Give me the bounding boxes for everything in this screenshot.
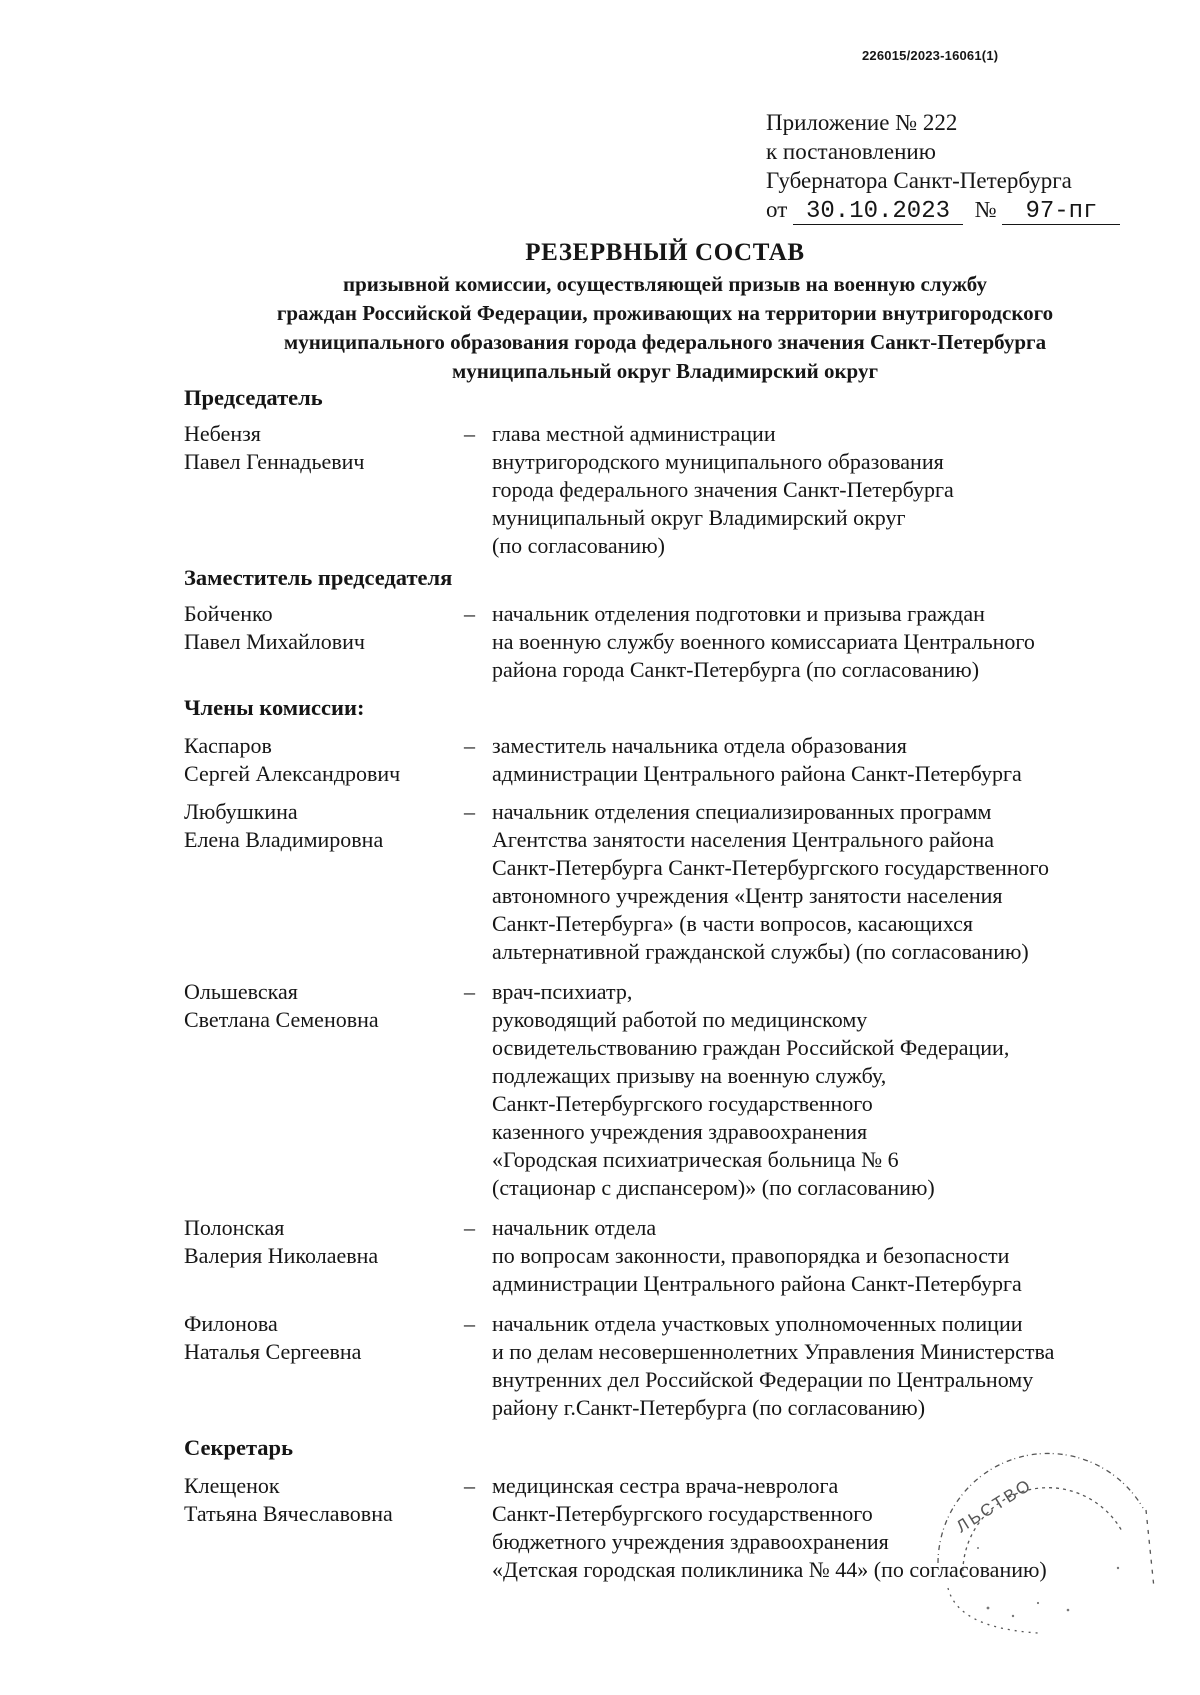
decree-date: 30.10.2023 bbox=[793, 200, 963, 225]
appendix-block bbox=[766, 108, 1120, 225]
section-chairman: Председатель bbox=[184, 385, 323, 410]
member-position: начальник отделения подготовки и призыва граждан на военную службу военного комиссариата Центрального района города Санкт-Петербурга (по согласованию) bbox=[492, 601, 1035, 682]
appendix-date-line bbox=[766, 195, 1120, 225]
member-name bbox=[184, 798, 464, 966]
section-secretary: Секретарь bbox=[184, 1435, 293, 1460]
member-3 bbox=[184, 978, 1134, 1202]
member-given-name: Павел Геннадьевич bbox=[184, 449, 365, 474]
member-name bbox=[184, 600, 464, 684]
appendix-line-1: Приложение № 222 bbox=[766, 110, 958, 135]
heading-line-4: муниципальный округ Владимирский округ bbox=[451, 359, 878, 383]
member-position: заместитель начальника отдела образования администрации Центрального района Санкт-Петербурга bbox=[492, 733, 1022, 786]
member-surname: Клещенок bbox=[184, 1473, 280, 1498]
member-surname: Каспаров bbox=[184, 733, 272, 758]
document-number: 226015/2023-16061(1) bbox=[862, 48, 999, 63]
member-given-name: Валерия Николаевна bbox=[184, 1243, 379, 1268]
member-position: начальник отдела участковых уполномоченных полиции и по делам несовершеннолетних Управления Министерства внутренних дел Российской Федерации по Центральному району г.Санкт-Петербурга (по согласованию) bbox=[492, 1311, 1055, 1420]
member-surname: Бойченко bbox=[184, 601, 273, 626]
commission-list bbox=[184, 384, 1134, 1584]
member-position: начальник отделения специализированных программ Агентства занятости населения Центрального района Санкт-Петербурга Санкт-Петербургского государственного автономного учреждения «Центр занятости населения Санкт-Петербурга» (в части вопросов, касающихся альтернативной гражданской службы) (по согласованию) bbox=[492, 799, 1049, 964]
member-surname: Небензя bbox=[184, 421, 261, 446]
member-deputy bbox=[184, 600, 1134, 684]
member-given-name: Елена Владимировна bbox=[184, 827, 384, 852]
member-surname: Ольшевская bbox=[184, 979, 298, 1004]
from-label: от bbox=[766, 197, 788, 222]
heading-line-2: граждан Российской Федерации, проживающих на территории внутригородского bbox=[276, 301, 1054, 325]
member-1 bbox=[184, 732, 1134, 788]
seal-stamp bbox=[918, 1438, 1168, 1638]
section-members: Члены комиссии: bbox=[184, 695, 365, 720]
document-heading bbox=[150, 238, 1180, 386]
member-name bbox=[184, 1214, 464, 1298]
appendix-line-3: Губернатора Санкт-Петербурга bbox=[766, 168, 1072, 193]
member-surname: Филонова bbox=[184, 1311, 278, 1336]
decree-number: 97-пг bbox=[1002, 200, 1120, 225]
member-position: врач-психиатр, руководящий работой по медицинскому освидетельствованию граждан Российской Федерации, подлежащих призыву на военную службу, Санкт-Петербургского государственного казенного учреждения здравоохранения «Городская психиатрическая больница № 6 (стационар с диспансером)» (по согласованию) bbox=[492, 979, 1010, 1200]
member-name bbox=[184, 420, 464, 560]
dash: – bbox=[464, 799, 475, 824]
dash: – bbox=[464, 1215, 475, 1240]
member-4 bbox=[184, 1214, 1134, 1298]
seal-fragment-text: ЛЬСТВО bbox=[952, 1474, 1036, 1537]
member-name bbox=[184, 978, 464, 1202]
member-surname: Любушкина bbox=[184, 799, 298, 824]
number-label: № bbox=[974, 197, 997, 222]
member-position: начальник отдела по вопросам законности, правопорядка и безопасности администрации Центрального района Санкт-Петербурга bbox=[492, 1215, 1022, 1296]
heading-line-3: муниципального образования города федерального значения Санкт-Петербурга bbox=[283, 330, 1047, 354]
dash: – bbox=[464, 1473, 475, 1498]
member-name bbox=[184, 732, 464, 788]
member-given-name: Сергей Александрович bbox=[184, 761, 401, 786]
member-name bbox=[184, 1472, 464, 1584]
appendix-line-2: к постановлению bbox=[766, 139, 936, 164]
section-deputy: Заместитель председателя bbox=[184, 565, 453, 590]
member-5 bbox=[184, 1310, 1134, 1422]
member-position: медицинская сестра врача-невролога Санкт-Петербургского государственного бюджетного учреждения здравоохранения «Детская городская поликлиника № 44» (по согласованию) bbox=[492, 1473, 1047, 1582]
member-name bbox=[184, 1310, 464, 1422]
dash: – bbox=[464, 733, 475, 758]
document-title: РЕЗЕРВНЫЙ СОСТАВ bbox=[525, 239, 805, 266]
dash: – bbox=[464, 979, 475, 1004]
dash: – bbox=[464, 421, 475, 446]
member-chairman bbox=[184, 420, 1134, 560]
member-given-name: Светлана Семеновна bbox=[184, 1007, 379, 1032]
dash: – bbox=[464, 1311, 475, 1336]
member-surname: Полонская bbox=[184, 1215, 285, 1240]
member-position: глава местной администрации внутригородского муниципального образования города федерального значения Санкт-Петербурга муниципальный округ Владимирский округ (по согласованию) bbox=[492, 421, 954, 558]
heading-line-1: призывной комиссии, осуществляющей призыв на военную службу bbox=[343, 272, 987, 296]
member-2 bbox=[184, 798, 1134, 966]
dash: – bbox=[464, 601, 475, 626]
member-given-name: Павел Михайлович bbox=[184, 629, 365, 654]
member-given-name: Наталья Сергеевна bbox=[184, 1339, 362, 1364]
member-given-name: Татьяна Вячеславовна bbox=[184, 1501, 393, 1526]
